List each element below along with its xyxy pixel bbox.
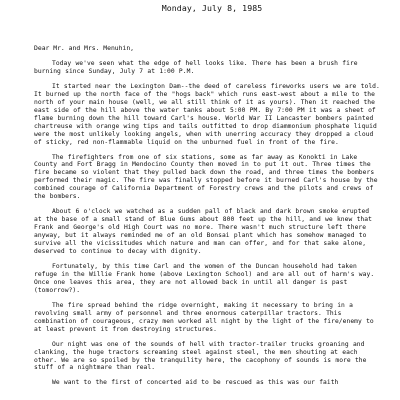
letter-salutation: Dear Mr. and Mrs. Menuhin, [34,44,135,52]
paragraph-3: The firefighters from one of six stations, some as far away as Konokti in Lake County and Fort Bragg in Mendocino County then moved in to put it out. Three times the fire became so violent that they pulled back down the road, and three times the bombers performed their magic. The fire was finally stopped before it burned Carl's house by the combined courage of California Department of Forestry crews and the pilots and crews of the bombers. [34,153,378,201]
paragraph-8-partial: We want to the first of concerted aid to be rescued as this was our faith [52,379,339,387]
paragraph-6: The fire spread behind the ridge overnight, making it necessary to bring in a revolving small army of personnel and three enormous caterpillar tractors. This combination of courageous, crazy men worked all night by the light of the fire/enemy to at least prevent it from destroying structures. [34,301,374,333]
paragraph-5: Fortunately, by this time Carl and the women of the Duncan household had taken refuge in the Willie Frank home (above Lexington School) and are all out of harm's way. Once one leaves this area, they are not allowed back in until all danger is past (tomorrow?). [34,262,375,294]
letter-date: Monday, July 8, 1985 [161,3,263,13]
paragraph-2: It started near the Lexington Dam--the deed of careless fireworks users we are told. It burned up the north face of the "hogs back" which runs east-west about a mile to the north of your main house (well, we all still think of it as yours). Then it reached the east side of the hill above the water tanks about 5:00 PM. By 7:00 PM it was a sheet of flame burning down the hill toward Carl's house. World War II Lancaster bombers painted chartreuse with orange wing tips and tails outfitted to drop diammonium phosphate liquid were the most unlikely looking angels, when with unerring accuracy they dropped a cloud of sticky, red non-flammable liquid on the unburned fuel in front of the fire. [34,82,380,146]
paragraph-4: About 6 o'clock we watched as a sudden pall of black and dark brown smoke erupted at the base of a small stand of Blue Gums about 800 feet up the hill, and we knew that Frank and George's old High Court was no more. There wasn't much structure left there anyway, but it always reminded me of an old Bonsai plant which has somehow managed to survive all the vicissitudes which nature and man can offer, and for that sake alone, deserved to continue to decay with dignity. [34,208,372,256]
paragraph-1: Today we've seen what the edge of hell looks like. There has been a brush fire burning since Sunday, July 7 at 1:00 P.M. [34,60,358,75]
paragraph-7: Our night was one of the sounds of hell with tractor-trailer trucks groaning and clanking, the huge tractors screaming steel against steel, the men shouting at each other. We are so spoiled by the tranquility here, the cacophony of sounds is more the stuff of a nightmare than real. [34,340,367,372]
